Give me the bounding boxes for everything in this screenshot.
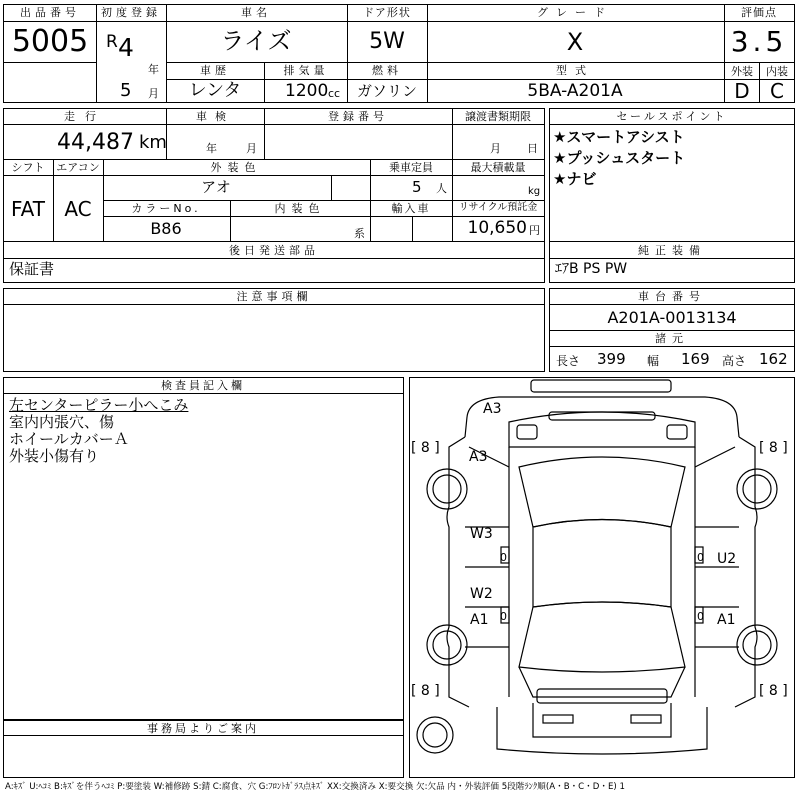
int-color-unit: 系: [354, 227, 365, 240]
car-name-label: 車名: [241, 6, 271, 19]
zero-mark: 0: [500, 551, 507, 564]
recycle-unit: 円: [529, 224, 540, 237]
recycle: 10,650: [467, 218, 527, 238]
exterior-grade: D: [734, 79, 750, 103]
month-unit: 月: [148, 87, 159, 100]
equipment: ｴｱB PS PW: [555, 261, 628, 277]
shift: FAT: [10, 197, 46, 221]
capacity-label: 乗車定員: [389, 161, 433, 174]
ac: AC: [64, 197, 92, 221]
office-label: 事務局よりご案内: [147, 722, 259, 735]
capacity: 5: [412, 178, 422, 196]
sales-point: ★プッシュスタート: [553, 149, 686, 167]
mileage-label: 走行: [64, 110, 106, 123]
length-label: 長さ: [556, 354, 581, 368]
damage-code-a3-top: A3: [483, 401, 502, 417]
equipment-label: 純正装備: [638, 244, 706, 257]
zero-mark: 0: [697, 551, 704, 564]
registration-label: 登録番号: [328, 110, 388, 123]
caution-label: 注意事項欄: [236, 290, 312, 303]
transfer-day-unit: 日: [527, 142, 538, 155]
score: 3.5: [730, 25, 788, 58]
tire-depth-front-left: [ 8 ]: [411, 440, 440, 456]
displacement-label: 排気量: [283, 64, 329, 77]
transfer-label: 譲渡書類期限: [465, 110, 531, 123]
load-unit: kg: [528, 186, 541, 197]
year-unit: 年: [148, 63, 159, 76]
inspector-note: 左センターピラー小へこみ: [9, 396, 189, 414]
grade-label: グレード: [537, 6, 613, 19]
tire-depth-rear-left: [ 8 ]: [411, 683, 440, 699]
damage-code-w3: W3: [470, 526, 493, 542]
recycle-label: リサイクル預託金: [458, 202, 538, 213]
capacity-unit: 人: [436, 182, 447, 195]
int-color-label: 内装色: [274, 202, 326, 215]
inspector-note: 室内内張穴、傷: [9, 413, 115, 431]
reg-year: 4: [118, 33, 134, 62]
sales-points-label: セールスポイント: [616, 110, 728, 123]
lot-number: 5005: [11, 24, 89, 59]
later-parts: 保証書: [9, 260, 55, 278]
history: レンタ: [188, 80, 242, 101]
import-label: 輸入車: [391, 202, 431, 215]
inspection-label: 車検: [196, 110, 234, 123]
era: R: [106, 32, 118, 52]
inspector-notes: [9, 397, 188, 465]
length: 399: [597, 350, 626, 368]
inspection-year-unit: 年: [206, 142, 217, 155]
interior-grade: C: [770, 79, 784, 103]
damage-code-a1-left: A1: [470, 612, 489, 628]
tire-depth-front-right: [ 8 ]: [759, 440, 788, 456]
ext-color-label: 外装色: [210, 161, 262, 174]
sales-point: ★スマートアシスト: [553, 128, 685, 146]
chassis-number: A201A-0013134: [607, 308, 737, 327]
height-label: 高さ: [722, 354, 747, 368]
lot-number-label: 出品番号: [20, 6, 80, 19]
zero-mark: 0: [500, 610, 507, 623]
damage-code-w2: W2: [470, 586, 493, 602]
displacement-unit: cc: [328, 87, 341, 100]
first-reg-label: 初度登録: [101, 6, 161, 19]
transfer-month-unit: 月: [490, 142, 501, 155]
inspector-note: 外装小傷有り: [9, 447, 100, 465]
ac-label: エアコン: [56, 161, 100, 174]
door-type: 5W: [369, 29, 405, 54]
reg-month: 5: [120, 80, 132, 101]
grade: X: [566, 28, 584, 56]
sales-point: ★ナビ: [553, 170, 597, 188]
fuel: ガソリン: [356, 82, 418, 100]
load-label: 最大積載量: [470, 161, 526, 174]
model-label: 型式: [556, 64, 594, 77]
inspector-label: 検査員記入欄: [161, 379, 245, 392]
legend: A:ｷｽﾞ U:ﾍｺﾐ B:ｷｽﾞを伴うﾍｺﾐ P:要塗装 W:補修跡 S:錆 C:腐食、穴 G:ﾌﾛﾝﾄｶﾞﾗｽ点ｷｽﾞ XX:交換済み X:要交換 欠:欠品 内・外装評価 5段階ﾗﾝｸ順(A・B・C・D・E) 1: [5, 782, 625, 792]
shift-label: シフト: [11, 161, 45, 174]
color-no: B86: [150, 219, 182, 238]
zero-mark: 0: [697, 610, 704, 623]
chassis-label: 車台番号: [638, 290, 706, 303]
ext-color: アオ: [201, 178, 231, 196]
inspection-month-unit: 月: [246, 142, 257, 155]
inspector-note: ホイールカバーＡ: [9, 430, 129, 448]
door-label: ドア形状: [363, 6, 411, 19]
sales-points-list: [553, 130, 685, 193]
width: 169: [681, 350, 710, 368]
damage-code-a1-right: A1: [717, 612, 736, 628]
width-label: 幅: [647, 354, 660, 368]
color-no-label: カラーNo.: [131, 202, 201, 215]
interior-label: 内装: [766, 65, 788, 78]
displacement: 1200: [285, 81, 329, 101]
model-code: 5BA-A201A: [527, 81, 623, 101]
later-parts-label: 後日発送部品: [229, 244, 319, 257]
tire-depth-rear-right: [ 8 ]: [759, 683, 788, 699]
damage-code-u2: U2: [717, 551, 737, 567]
history-label: 車歴: [200, 64, 230, 77]
damage-code-a3-hood: A3: [469, 449, 488, 465]
car-name: ライズ: [220, 27, 292, 55]
dims-label: 諸元: [655, 332, 689, 345]
fuel-label: 燃料: [372, 64, 402, 77]
mileage: 44,487: [57, 130, 134, 155]
height: 162: [759, 350, 788, 368]
exterior-label: 外装: [731, 65, 753, 78]
mileage-unit: km: [139, 132, 167, 153]
score-label: 評価点: [741, 6, 777, 19]
car-diagram: [409, 377, 795, 778]
